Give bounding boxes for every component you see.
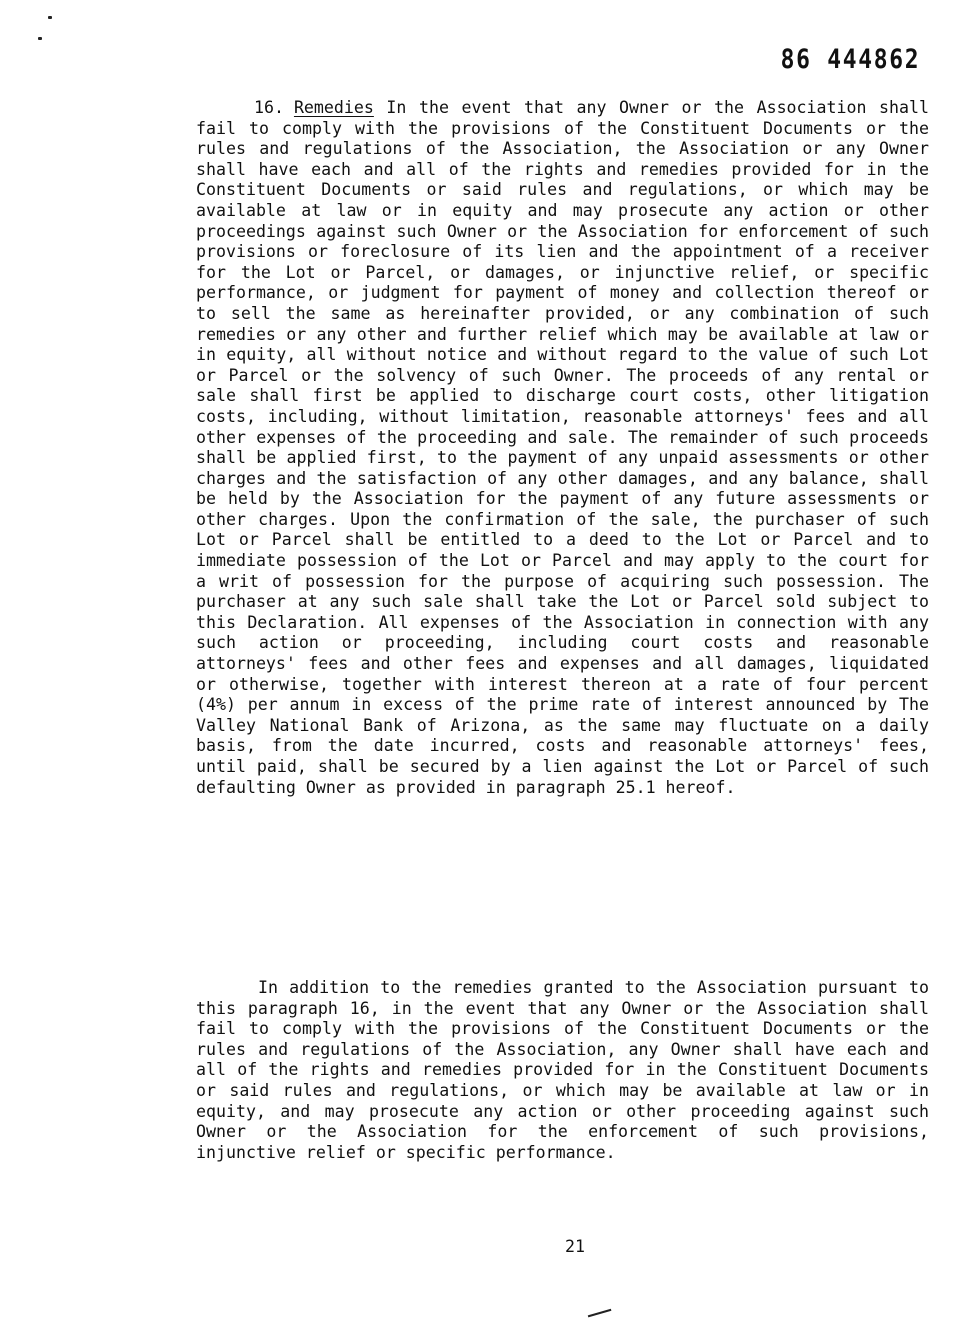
scan-artifact-top	[130, 0, 750, 6]
paragraph-additional-remedies: In addition to the remedies granted to the Association pursuant to this paragraph 16, in the event that any Owner or the Association shall fail to comply with the provisions of the Constituent Documents or the rules and regulations of the Association, any Owner shall have each and all of the rights and remedies provided for in the Constituent Documents or said rules and regulations, or which may be available at law or in equity, and may prosecute any action or other proceeding against such Owner or the Association for the enforcement of such provisions, injunctive relief or specific performance.	[196, 978, 929, 1162]
document-number: 86 444862	[780, 44, 920, 75]
paragraph-remedies	[196, 98, 929, 798]
section-number: 16.	[254, 98, 284, 117]
page-number: 21	[565, 1237, 585, 1256]
section-title: Remedies	[293, 98, 374, 117]
paragraph-1-body: In the event that any Owner or the Association shall fail to comply with the provisions of the Constituent Documents or the rules and regulations of the Association, the Association or any Owner shall have each and all of the rights and remedies provided for in the Constituent Documents or said rules and regulations, or which may be available at law or in equity and may prosecute any action or other proceedings against such Owner or the Association for enforcement of such provisions or foreclosure of its lien and the appointment of a receiver for the Lot or Parcel, or damages, or injunctive relief, or specific performance, or judgment for payment of money and collection thereof or to sell the same as hereinafter provided, or any combination of such remedies or any other and further relief which may be available at law or in equity, all without notice and without regard to the value of such Lot or Parcel or the solvency of such Owner. The proceeds of any rental or sale shall first be applied to discharge court costs, other litigation costs, including, without limitation, reasonable attorneys' fees and all other expenses of the proceeding and sale. The remainder of such proceeds shall be applied first, to the payment of any unpaid assessments or other charges and the satisfaction of any other damages, and any balance, shall be held by the Association for the payment of any future assessments or other charges. Upon the confirmation of the sale, the purchaser of such Lot or Parcel shall be entitled to a deed to the Lot or Parcel and to immediate possession of the Lot or Parcel and may apply to the court for a writ of possession for the purpose of acquiring such possession. The purchaser at any such sale shall take the Lot or Parcel sold subject to this Declaration. All expenses of the Association in connection with any such action or proceeding, including court costs and reasonable attorneys' fees and other fees and expenses and all damages, liquidated or otherwise, together with interest thereon at a rate of four percent (4%) per annum in excess of the prime rate of interest announced by The Valley National Bank of Arizona, as the same may fluctuate on a daily basis, from the date incurred, costs and reasonable attorneys' fees, until paid, shall be secured by a lien against the Lot or Parcel of such defaulting Owner as provided in paragraph 25.1 hereof.	[196, 98, 929, 797]
scan-speck	[38, 37, 42, 40]
scan-speck	[48, 16, 52, 19]
pen-mark	[588, 1309, 612, 1320]
